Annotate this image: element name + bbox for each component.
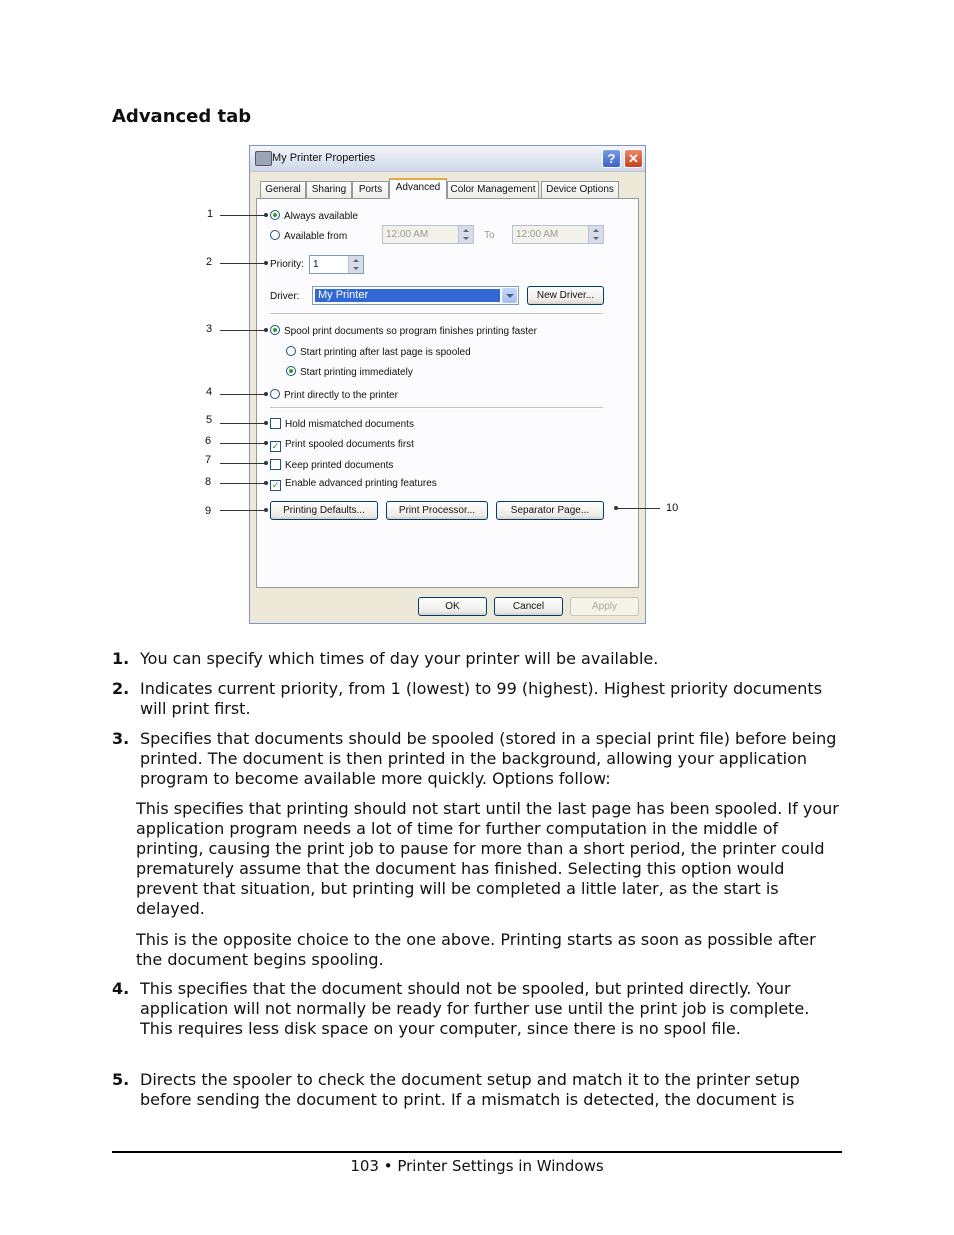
callout-line	[220, 263, 266, 264]
callout-line	[220, 215, 266, 216]
tab-ports[interactable]: Ports	[352, 181, 389, 198]
enable-advanced-checkbox[interactable]: ✓ Enable advanced printing features	[271, 478, 437, 490]
callout-number: 7	[205, 454, 212, 466]
hold-mismatched-checkbox[interactable]: Hold mismatched documents	[270, 418, 414, 430]
tab-advanced[interactable]: Advanced	[389, 178, 447, 199]
printer-icon	[255, 151, 272, 166]
callout-line	[220, 443, 266, 444]
print-spooled-first-checkbox[interactable]: ✓ Print spooled documents first	[271, 439, 414, 451]
radio-selected-icon	[270, 210, 280, 220]
checkmark-icon: ✓	[271, 441, 280, 451]
print-processor-button[interactable]: Print Processor...	[386, 501, 488, 520]
ok-button[interactable]: OK	[418, 597, 487, 616]
list-item: 2. Indicates current priority, from 1 (lowest) to 99 (highest). Highest priority documents will print first.	[112, 679, 823, 718]
callout-number: 1	[207, 208, 214, 220]
priority-field[interactable]: 1	[309, 255, 364, 274]
to-label: To	[484, 230, 495, 241]
always-available-option[interactable]: Always available	[270, 210, 358, 222]
callout-number: 8	[205, 476, 212, 488]
callout-line	[220, 423, 266, 424]
checkmark-icon: ✓	[271, 480, 280, 490]
apply-button[interactable]: Apply	[570, 597, 639, 616]
driver-label: Driver:	[270, 291, 300, 302]
radio-selected-icon	[286, 366, 296, 376]
checkbox-icon	[270, 418, 281, 429]
spool-option[interactable]: Spool print documents so program finishes printing faster	[270, 325, 537, 337]
dialog-title: My Printer Properties	[272, 152, 376, 164]
sub-paragraph: This specifies that printing should not start until the last page has been spooled. If your application program needs a lot of time for further computation in the middle of printing, causing the print job to pause for more than a short period, the printer could prematurely assume that the document has finished. Selecting this option would prevent that situation, but printing will be completed a little later, as the start is delayed.	[136, 799, 839, 918]
chevron-down-icon[interactable]	[502, 288, 517, 303]
tab-color-management[interactable]: Color Management	[447, 181, 539, 198]
callout-line	[220, 394, 266, 395]
keep-printed-checkbox[interactable]: Keep printed documents	[270, 459, 393, 471]
callout-number: 3	[206, 323, 213, 335]
new-driver-button[interactable]: New Driver...	[527, 286, 604, 305]
list-item: 4. This specifies that the document should not be spooled, but printed directly. Your application will not normally be ready for further use until the print job is complete. This requires less disk space on your computer, since there is no spool file.	[112, 979, 810, 1038]
separator-page-button[interactable]: Separator Page...	[496, 501, 604, 520]
start-after-last-page-option[interactable]: Start printing after last page is spooled	[286, 346, 471, 358]
priority-label: Priority:	[270, 259, 304, 270]
close-button[interactable]: ✕	[624, 149, 643, 168]
spin-arrows-icon[interactable]	[348, 256, 363, 273]
to-time-field[interactable]: 12:00 AM	[512, 225, 604, 244]
advanced-panel	[256, 198, 639, 588]
radio-selected-icon	[270, 325, 280, 335]
callout-line	[220, 330, 266, 331]
tab-sharing[interactable]: Sharing	[306, 181, 352, 198]
list-item: 1. You can specify which times of day your printer will be available.	[112, 649, 659, 668]
footer-divider	[112, 1151, 842, 1153]
spin-arrows-icon[interactable]	[588, 226, 603, 243]
page-footer: 103 • Printer Settings in Windows	[350, 1157, 604, 1175]
callout-line	[220, 463, 266, 464]
spin-arrows-icon[interactable]	[458, 226, 473, 243]
cancel-button[interactable]: Cancel	[494, 597, 563, 616]
start-immediately-option[interactable]: Start printing immediately	[286, 366, 413, 378]
printing-defaults-button[interactable]: Printing Defaults...	[270, 501, 378, 520]
help-button[interactable]: ?	[602, 149, 621, 168]
callout-number: 5	[206, 414, 213, 426]
tab-device-options[interactable]: Device Options	[541, 181, 619, 198]
callout-number: 4	[206, 386, 213, 398]
radio-icon	[270, 230, 280, 240]
tab-general[interactable]: General	[260, 181, 306, 198]
from-time-field[interactable]: 12:00 AM	[382, 225, 474, 244]
radio-icon	[286, 346, 296, 356]
radio-icon	[270, 389, 280, 399]
list-item: 3. Specifies that documents should be spooled (stored in a special print file) before being printed. The document is then printed in the background, allowing your application program to become available more quickly. Options follow:	[112, 729, 837, 788]
callout-number: 6	[205, 435, 212, 447]
list-item: 5. Directs the spooler to check the document setup and match it to the printer setup before sending the document to print. If a mismatch is detected, the document is	[112, 1070, 800, 1109]
divider	[270, 313, 603, 315]
callout-line	[616, 508, 660, 509]
available-from-option[interactable]: Available from	[270, 230, 347, 242]
checkbox-icon	[270, 459, 281, 470]
callout-number: 10	[666, 502, 679, 514]
callout-line	[220, 510, 266, 511]
callout-number: 9	[205, 505, 212, 517]
printer-properties-dialog	[249, 145, 646, 624]
driver-select[interactable]: My Printer	[312, 286, 519, 305]
section-heading: Advanced tab	[112, 106, 252, 127]
sub-paragraph: This is the opposite choice to the one above. Printing starts as soon as possible after the document begins spooling.	[136, 930, 816, 969]
divider	[270, 407, 603, 409]
callout-line	[220, 483, 266, 484]
callout-number: 2	[206, 256, 213, 268]
dialog-titlebar	[250, 146, 645, 172]
print-directly-option[interactable]: Print directly to the printer	[270, 389, 398, 401]
